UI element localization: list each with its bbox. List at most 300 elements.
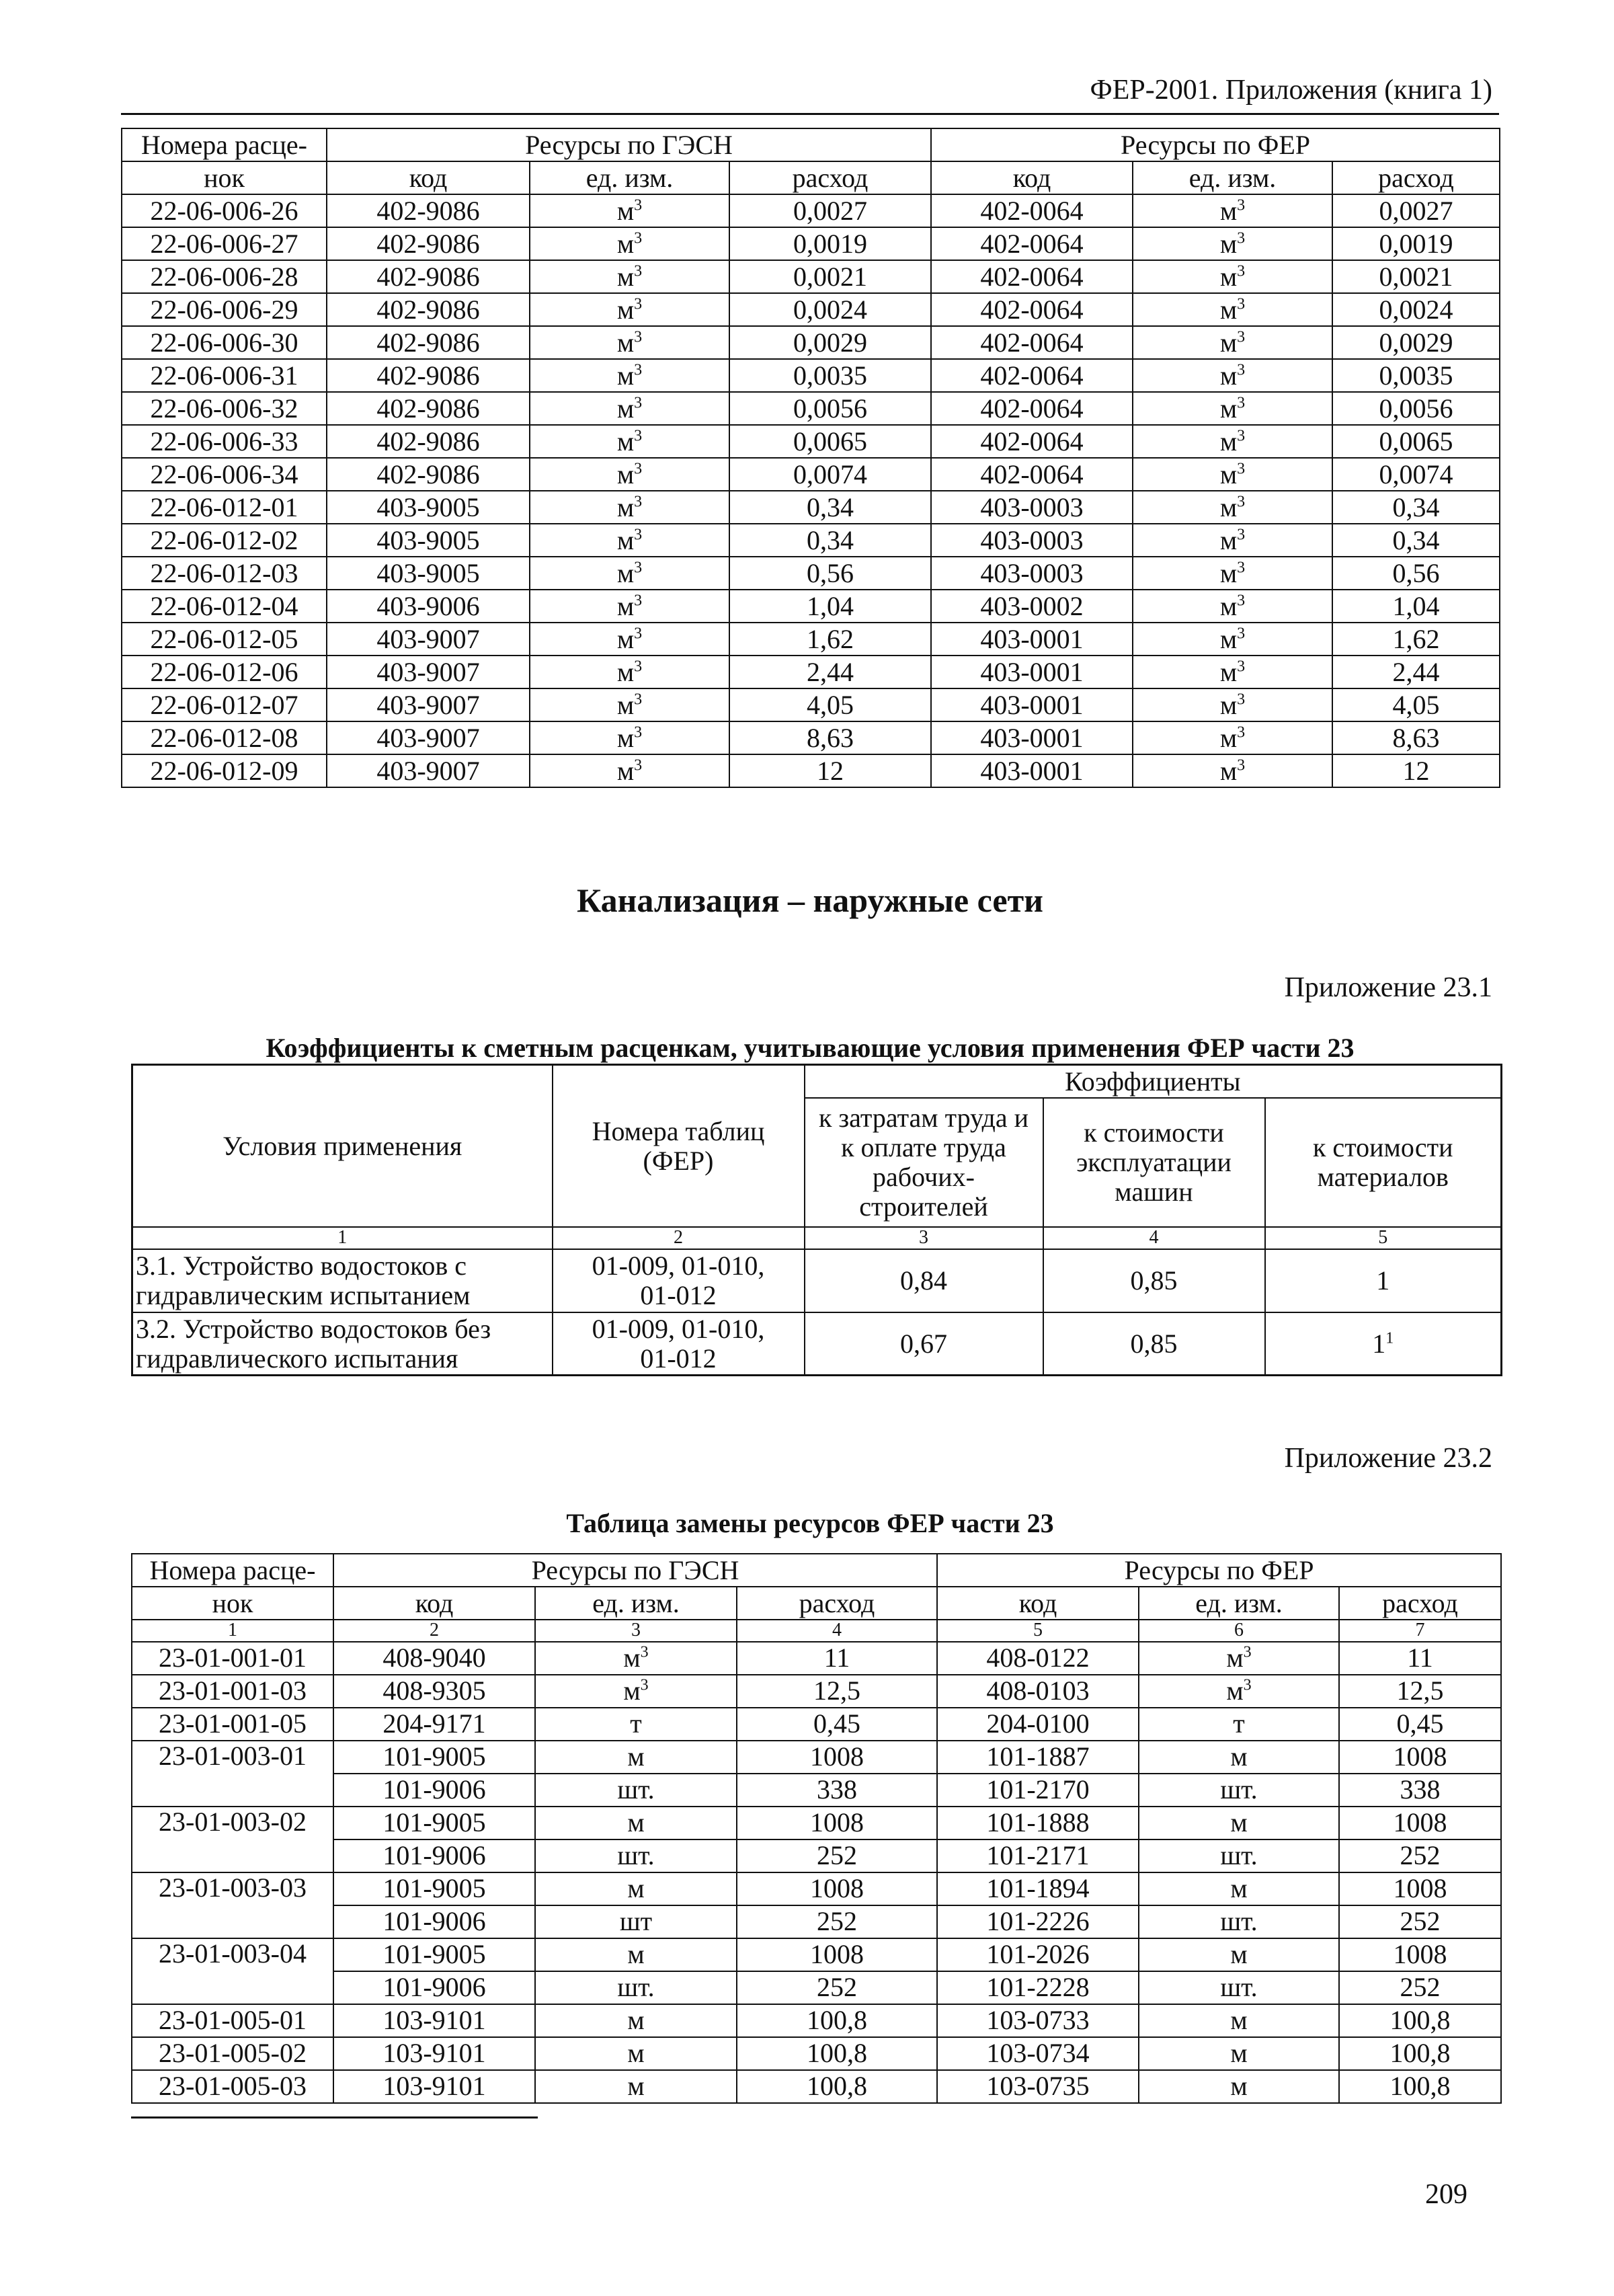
header-fer-amount: расход	[1339, 1587, 1501, 1620]
table-cell: 0,0019	[1332, 227, 1500, 260]
col-number: 5	[937, 1620, 1139, 1642]
header-gesn-unit: ед. изм.	[535, 1587, 737, 1620]
table-cell: шт.	[535, 1774, 737, 1807]
condition-cell: 3.2. Устройство водостоков без гидравлического испытания	[132, 1312, 553, 1376]
col-number: 4	[737, 1620, 937, 1642]
table-row	[122, 326, 1500, 359]
header-labor-coef: к затратам труда и к оплате труда рабочих-строителей	[805, 1098, 1043, 1227]
table-cell: 100,8	[1339, 2037, 1501, 2070]
table-cell: $м^3$	[1133, 326, 1332, 359]
page-number: 209	[1425, 2179, 1467, 2210]
table-cell: 100,8	[1339, 2070, 1501, 2103]
table-cell: 402-0064	[931, 260, 1133, 293]
table-row	[122, 656, 1500, 688]
table-cell: м	[1139, 1938, 1339, 1971]
table-cell: 101-9006	[333, 1774, 535, 1807]
table-cell: 101-9006	[333, 1971, 535, 2004]
header-gesn-amount: расход	[729, 161, 931, 194]
table-cell: 22-06-012-06	[122, 656, 327, 688]
table-cell: 1008	[737, 1741, 937, 1774]
header-gesn-unit: ед. изм.	[530, 161, 729, 194]
appendix-label-23-2: Приложение 23.2	[1284, 1443, 1492, 1474]
header-materials-coef: к стоимости материалов	[1265, 1098, 1502, 1227]
table-cell: 23-01-003-01	[132, 1741, 333, 1807]
table-cell: $м^3$	[530, 623, 729, 656]
table-row	[132, 1807, 1501, 1839]
table-cell: 402-9086	[327, 392, 530, 425]
section-title: Канализация – наружные сети	[577, 881, 1043, 919]
table-cell: 402-0064	[931, 425, 1133, 458]
table-cell: 101-2228	[937, 1971, 1139, 2004]
table-row	[122, 293, 1500, 326]
table-row	[122, 623, 1500, 656]
table-cell: $м^3$	[1133, 491, 1332, 524]
table-cell: 1,62	[1332, 623, 1500, 656]
table-cell: $м^3$	[1133, 656, 1332, 688]
labor-coef-cell: 0,84	[805, 1249, 1043, 1312]
table-cell: 101-1894	[937, 1872, 1139, 1905]
header-fer-code: код	[937, 1587, 1139, 1620]
col-number: 4	[1043, 1227, 1265, 1249]
table-cell: 103-0735	[937, 2070, 1139, 2103]
table-row	[122, 754, 1500, 787]
table-cell: 12	[729, 754, 931, 787]
machines-coef-cell: 0,85	[1043, 1312, 1265, 1376]
table-cell: 1008	[1339, 1872, 1501, 1905]
header-condition: Условия применения	[132, 1065, 553, 1228]
table-cell: 103-9101	[333, 2004, 535, 2037]
table-cell: 403-0001	[931, 623, 1133, 656]
table-cell: 0,0021	[1332, 260, 1500, 293]
table-cell: 0,0027	[1332, 194, 1500, 227]
table-cell: 0,45	[1339, 1708, 1501, 1741]
table-cell: 403-0003	[931, 557, 1133, 590]
table-cell: 0,0065	[729, 425, 931, 458]
table-cell: $м^3$	[530, 688, 729, 721]
table-cell: 403-9007	[327, 688, 530, 721]
table-cell: 100,8	[737, 2004, 937, 2037]
table-cell: 402-9086	[327, 326, 530, 359]
table-cell: 1008	[737, 1872, 937, 1905]
table-cell: 0,0029	[1332, 326, 1500, 359]
table-cell: 403-9007	[327, 656, 530, 688]
table-cell: $м^3$	[1133, 194, 1332, 227]
table-cell: 204-9171	[333, 1708, 535, 1741]
table-cell: 11	[737, 1642, 937, 1675]
table-row	[132, 1839, 1501, 1872]
table-cell: $м^3$	[1139, 1642, 1339, 1675]
col-number: 1	[132, 1620, 333, 1642]
table-cell: 1008	[1339, 1741, 1501, 1774]
table-row	[132, 1675, 1501, 1708]
table-cell: м	[1139, 2004, 1339, 2037]
table-cell: 101-2226	[937, 1905, 1139, 1938]
table-cell: м	[535, 2037, 737, 2070]
header-fer-unit: ед. изм.	[1139, 1587, 1339, 1620]
table-cell: 252	[1339, 1905, 1501, 1938]
col-number: 2	[553, 1227, 805, 1249]
table-cell: 0,0024	[729, 293, 931, 326]
table-cell: $м^3$	[530, 590, 729, 623]
table-row	[132, 2004, 1501, 2037]
table-cell: 402-0064	[931, 293, 1133, 326]
table-cell: шт	[535, 1905, 737, 1938]
table-row	[132, 1872, 1501, 1905]
table-cell: 0,0074	[729, 458, 931, 491]
table-cell: 101-9006	[333, 1905, 535, 1938]
table-cell: 23-01-001-03	[132, 1675, 333, 1708]
table-cell: 0,34	[729, 524, 931, 557]
table-cell: 402-9086	[327, 227, 530, 260]
table-cell: 0,56	[1332, 557, 1500, 590]
table-cell: 23-01-003-04	[132, 1938, 333, 2004]
header-machines-coef: к стоимости эксплуатации машин	[1043, 1098, 1265, 1227]
table-cell: $м^3$	[1133, 524, 1332, 557]
table-cell: $м^3$	[1133, 754, 1332, 787]
table-cell: 101-1888	[937, 1807, 1139, 1839]
table-cell: 22-06-006-34	[122, 458, 327, 491]
table-cell: 22-06-006-29	[122, 293, 327, 326]
table-row	[122, 721, 1500, 754]
table-cell: 22-06-006-32	[122, 392, 327, 425]
table-cell: $м^3$	[530, 458, 729, 491]
table-row	[132, 1741, 1501, 1774]
table-cell: $м^3$	[1133, 359, 1332, 392]
col-number: 7	[1339, 1620, 1501, 1642]
table-cell: 0,0021	[729, 260, 931, 293]
header-gesn-resources: Ресурсы по ГЭСН	[327, 128, 931, 161]
table-cell: 0,0056	[729, 392, 931, 425]
table-cell: 23-01-005-01	[132, 2004, 333, 2037]
table-cell: 22-06-006-33	[122, 425, 327, 458]
header-gesn-amount: расход	[737, 1587, 937, 1620]
col-number: 5	[1265, 1227, 1502, 1249]
table-cell: 252	[1339, 1971, 1501, 2004]
table-cell: 402-0064	[931, 458, 1133, 491]
table-cell: шт.	[1139, 1905, 1339, 1938]
table-cell: 0,0035	[729, 359, 931, 392]
header-gesn-code: код	[327, 161, 530, 194]
table-cell: 101-1887	[937, 1741, 1139, 1774]
running-header: ФЕР-2001. Приложения (книга 1)	[1090, 75, 1492, 106]
header-fer-code: код	[931, 161, 1133, 194]
table-cell: $м^3$	[530, 227, 729, 260]
table-cell: 1,04	[729, 590, 931, 623]
table-cell: м	[535, 2070, 737, 2103]
table-cell: 1008	[737, 1938, 937, 1971]
table-cell: $м^3$	[530, 754, 729, 787]
table-row	[122, 491, 1500, 524]
header-coefficients: Коэффициенты	[805, 1065, 1502, 1099]
table-cell: $м^3$	[1133, 623, 1332, 656]
table-cell: $м^3$	[530, 656, 729, 688]
table-cell: м	[535, 1807, 737, 1839]
table-row	[122, 260, 1500, 293]
table-cell: 0,45	[737, 1708, 937, 1741]
col-number: 2	[333, 1620, 535, 1642]
table-cell: шт.	[1139, 1839, 1339, 1872]
table-cell: шт.	[535, 1839, 737, 1872]
table-cell: 2,44	[1332, 656, 1500, 688]
table-cell: 403-0003	[931, 491, 1133, 524]
table-cell: 408-9040	[333, 1642, 535, 1675]
machines-coef-cell: 0,85	[1043, 1249, 1265, 1312]
table-cell: 402-9086	[327, 458, 530, 491]
table-cell: $м^3$	[1133, 557, 1332, 590]
table-cell: 103-0734	[937, 2037, 1139, 2070]
table-cell: м	[1139, 1807, 1339, 1839]
table-cell: 22-06-006-31	[122, 359, 327, 392]
table-row	[132, 1708, 1501, 1741]
table-cell: 1,04	[1332, 590, 1500, 623]
table-cell: 0,34	[1332, 524, 1500, 557]
footnote-rule	[131, 2116, 538, 2119]
table-cell: 22-06-012-03	[122, 557, 327, 590]
table-cell: 403-0001	[931, 754, 1133, 787]
table-cell: 4,05	[729, 688, 931, 721]
table-cell: $м^3$	[530, 425, 729, 458]
table-cell: $м^3$	[1133, 688, 1332, 721]
table-cell: $м^3$	[1133, 458, 1332, 491]
table-cell: 8,63	[729, 721, 931, 754]
table-cell: 0,0056	[1332, 392, 1500, 425]
col-number: 3	[805, 1227, 1043, 1249]
table-cell: 403-9005	[327, 557, 530, 590]
table-cell: 23-01-005-02	[132, 2037, 333, 2070]
header-rate-number-cont: нок	[122, 161, 327, 194]
table-cell: 403-0001	[931, 688, 1133, 721]
table-cell: шт.	[1139, 1774, 1339, 1807]
table-cell: 103-9101	[333, 2070, 535, 2103]
table-cell: 22-06-006-28	[122, 260, 327, 293]
table-cell: 22-06-012-04	[122, 590, 327, 623]
table-cell: 408-0122	[937, 1642, 1139, 1675]
table-cell: $м^3$	[530, 326, 729, 359]
table-cell: 23-01-005-03	[132, 2070, 333, 2103]
table-cell: $м^3$	[1133, 425, 1332, 458]
table-row	[132, 1642, 1501, 1675]
table-cell: 402-9086	[327, 425, 530, 458]
header-gesn-code: код	[333, 1587, 535, 1620]
table-cell: 22-06-006-27	[122, 227, 327, 260]
table-cell: 101-2171	[937, 1839, 1139, 1872]
table-cell: 402-9086	[327, 293, 530, 326]
table-cell: $м^3$	[530, 491, 729, 524]
table-cell: $м^3$	[530, 557, 729, 590]
table-cell: 8,63	[1332, 721, 1500, 754]
table-row	[132, 1971, 1501, 2004]
table-cell: 403-9006	[327, 590, 530, 623]
table-cell: 12	[1332, 754, 1500, 787]
table-cell: $м^3$	[1139, 1675, 1339, 1708]
header-rate-number: Номера расце-	[132, 1554, 333, 1587]
table-row	[122, 227, 1500, 260]
table-cell: 402-9086	[327, 359, 530, 392]
table-row	[132, 1905, 1501, 1938]
header-rule	[121, 113, 1499, 115]
table-numbers-cell: 01-009, 01-010, 01-012	[553, 1249, 805, 1312]
table-cell: м	[535, 2004, 737, 2037]
coefficients-table	[131, 1064, 1502, 1376]
table-cell: 23-01-001-01	[132, 1642, 333, 1675]
table-cell: $м^3$	[530, 524, 729, 557]
table-cell: $м^3$	[530, 359, 729, 392]
replacement-table-caption: Таблица замены ресурсов ФЕР части 23	[566, 1508, 1054, 1538]
table-cell: 0,0024	[1332, 293, 1500, 326]
table-cell: 12,5	[737, 1675, 937, 1708]
table-cell: 402-9086	[327, 194, 530, 227]
table-cell: 101-9005	[333, 1872, 535, 1905]
table-cell: $м^3$	[535, 1675, 737, 1708]
table-cell: т	[535, 1708, 737, 1741]
table-cell: 403-0001	[931, 656, 1133, 688]
table-cell: м	[535, 1872, 737, 1905]
table-cell: 0,0035	[1332, 359, 1500, 392]
table-row	[122, 392, 1500, 425]
table-cell: 22-06-012-09	[122, 754, 327, 787]
table-cell: 22-06-012-08	[122, 721, 327, 754]
table-cell: 22-06-012-01	[122, 491, 327, 524]
table-row	[122, 194, 1500, 227]
table-cell: 338	[1339, 1774, 1501, 1807]
table-cell: $м^3$	[1133, 392, 1332, 425]
table-cell: 0,0029	[729, 326, 931, 359]
header-table-numbers: Номера таблиц (ФЕР)	[553, 1065, 805, 1228]
table-cell: 22-06-012-07	[122, 688, 327, 721]
table-cell: 1,62	[729, 623, 931, 656]
table-cell: 100,8	[1339, 2004, 1501, 2037]
table-cell: 101-2026	[937, 1938, 1139, 1971]
table-cell: 0,0027	[729, 194, 931, 227]
table-cell: 402-0064	[931, 392, 1133, 425]
table-cell: 1008	[1339, 1938, 1501, 1971]
table-cell: 403-9007	[327, 754, 530, 787]
table-cell: 252	[737, 1839, 937, 1872]
table-cell: 402-0064	[931, 326, 1133, 359]
table-cell: 4,05	[1332, 688, 1500, 721]
table-cell: 0,56	[729, 557, 931, 590]
table-row	[122, 425, 1500, 458]
table-cell: м	[535, 1938, 737, 1971]
table-cell: 408-0103	[937, 1675, 1139, 1708]
table-cell: 101-9005	[333, 1938, 535, 1971]
table-row	[122, 557, 1500, 590]
table-cell: $м^3$	[1133, 293, 1332, 326]
table-cell: 1008	[1339, 1807, 1501, 1839]
table-cell: 252	[737, 1905, 937, 1938]
table-cell: 403-0001	[931, 721, 1133, 754]
table-cell: м	[1139, 2037, 1339, 2070]
table-cell: 2,44	[729, 656, 931, 688]
table-cell: 252	[1339, 1839, 1501, 1872]
materials-coef-cell: 1	[1265, 1249, 1502, 1312]
table-cell: шт.	[535, 1971, 737, 2004]
table-cell: 11	[1339, 1642, 1501, 1675]
table-cell: $м^3$	[530, 392, 729, 425]
header-rate-number-cont: нок	[132, 1587, 333, 1620]
table-row	[132, 1774, 1501, 1807]
table-cell: 23-01-001-05	[132, 1708, 333, 1741]
table-cell: 100,8	[737, 2070, 937, 2103]
table-cell: м	[1139, 2070, 1339, 2103]
table-numbers-cell: 01-009, 01-010, 01-012	[553, 1312, 805, 1376]
table-row	[122, 524, 1500, 557]
condition-cell: 3.1. Устройство водостоков с гидравлическим испытанием	[132, 1249, 553, 1312]
materials-coef-cell: $1^1$	[1265, 1312, 1502, 1376]
header-fer-resources: Ресурсы по ФЕР	[937, 1554, 1501, 1587]
table-cell: м	[535, 1741, 737, 1774]
footnote-marker: 1	[1385, 1329, 1394, 1347]
table-cell: 204-0100	[937, 1708, 1139, 1741]
table-cell: 0,34	[729, 491, 931, 524]
table-cell: $м^3$	[1133, 260, 1332, 293]
table-cell: 403-9007	[327, 623, 530, 656]
table-cell: $м^3$	[1133, 721, 1332, 754]
header-rate-number: Номера расце-	[122, 128, 327, 161]
table-cell: 22-06-012-05	[122, 623, 327, 656]
header-fer-resources: Ресурсы по ФЕР	[931, 128, 1500, 161]
table-cell: $м^3$	[535, 1642, 737, 1675]
table-cell: 100,8	[737, 2037, 937, 2070]
table-cell: м	[1139, 1741, 1339, 1774]
table-cell: 0,0074	[1332, 458, 1500, 491]
table-cell: 12,5	[1339, 1675, 1501, 1708]
table-cell: 403-0002	[931, 590, 1133, 623]
table-cell: $м^3$	[1133, 227, 1332, 260]
table-cell: 101-9005	[333, 1741, 535, 1774]
table-cell: $м^3$	[530, 260, 729, 293]
table-cell: 403-9007	[327, 721, 530, 754]
table-row	[122, 590, 1500, 623]
table-cell: 101-9006	[333, 1839, 535, 1872]
table-cell: 0,0065	[1332, 425, 1500, 458]
header-fer-amount: расход	[1332, 161, 1500, 194]
table-cell: $м^3$	[530, 721, 729, 754]
coefficients-table-caption: Коэффициенты к сметным расценкам, учитывающие условия применения ФЕР части 23	[266, 1033, 1355, 1063]
table-cell: т	[1139, 1708, 1339, 1741]
table-cell: 403-9005	[327, 524, 530, 557]
table-row	[132, 1938, 1501, 1971]
table-cell: 403-0003	[931, 524, 1133, 557]
table-cell: 101-9005	[333, 1807, 535, 1839]
table-cell: $м^3$	[530, 194, 729, 227]
table-cell: $м^3$	[530, 293, 729, 326]
table-cell: 23-01-003-03	[132, 1872, 333, 1938]
labor-coef-cell: 0,67	[805, 1312, 1043, 1376]
table-cell: $м^3$	[1133, 590, 1332, 623]
table-cell: м	[1139, 1872, 1339, 1905]
table-cell: 103-9101	[333, 2037, 535, 2070]
table-cell: 252	[737, 1971, 937, 2004]
header-fer-unit: ед. изм.	[1133, 161, 1332, 194]
appendix-label-23-1: Приложение 23.1	[1284, 972, 1492, 1003]
table-cell: 22-06-006-30	[122, 326, 327, 359]
table-row	[132, 2037, 1501, 2070]
table-cell: 338	[737, 1774, 937, 1807]
table-row	[122, 359, 1500, 392]
table-row	[122, 688, 1500, 721]
table-cell: 1008	[737, 1807, 937, 1839]
table-cell: 402-9086	[327, 260, 530, 293]
table-cell: 402-0064	[931, 194, 1133, 227]
resource-table-part22	[121, 128, 1500, 788]
table-cell: 22-06-006-26	[122, 194, 327, 227]
table-cell: 23-01-003-02	[132, 1807, 333, 1872]
table-cell: 402-0064	[931, 359, 1133, 392]
table-cell: 0,34	[1332, 491, 1500, 524]
header-gesn-resources: Ресурсы по ГЭСН	[333, 1554, 937, 1587]
table-cell: 101-2170	[937, 1774, 1139, 1807]
